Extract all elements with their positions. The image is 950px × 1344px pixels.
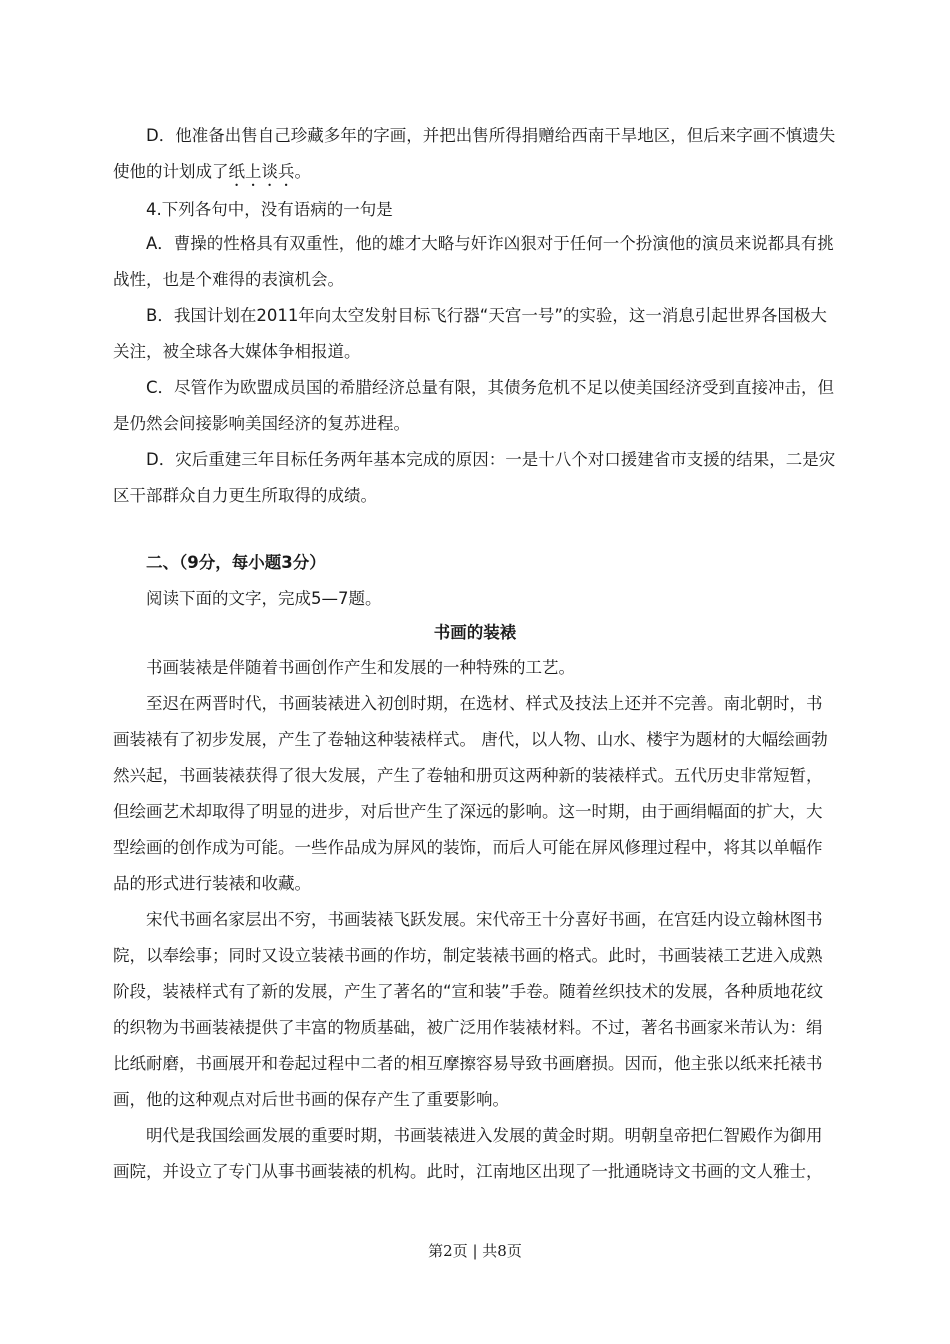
q4-option-b: B．我国计划在2011年向太空发射目标飞行器“天宫一号”的实验，这一消息引起世界各国极大关注，被全球各大媒体争相报道。 [113,306,827,361]
section-2-heading: 二、（9分，每小题3分） [146,553,326,572]
q3-option-d-end: 。 [294,162,311,181]
article-title: 书画的装裱 [433,623,517,642]
q4-option-a: A．曹操的性格具有双重性，他的雄才大略与奸诈凶狠对于任何一个扮演他的演员来说都具有挑战性，也是个难得的表演机会。 [113,234,834,289]
q3-option-d [113,118,837,190]
q3-option-d-emphasis: 纸上谈兵 [228,162,295,181]
article-paragraph-1: 书画装裱是伴随着书画创作产生和发展的一种特殊的工艺。 [146,658,575,677]
section-2-instruction: 阅读下面的文字，完成5—7题。 [146,589,382,608]
q4-option-c: C．尽管作为欧盟成员国的希腊经济总量有限，其债务危机不足以使美国经济受到直接冲击，但是仍然会间接影响美国经济的复苏进程。 [113,378,835,433]
q3-option-d-text: D．他准备出售自己珍藏多年的字画，并把出售所得捐赠给西南干旱地区，但后来字画不慎遗失使他的计划成了 [113,126,836,181]
q4-stem: 4.下列各句中，没有语病的一句是 [146,200,393,219]
article-paragraph-4: 明代是我国绘画发展的重要时期，书画装裱进入发展的黄金时期。明朝皇帝把仁智殿作为御用画院，并设立了专门从事书画装裱的机构。此时，江南地区出现了一批通晓诗文书画的文人雅士， [113,1126,823,1181]
q4-option-d: D．灾后重建三年目标任务两年基本完成的原因：一是十八个对口援建省市支援的结果，二是灾区干部群众自力更生所取得的成绩。 [113,450,836,505]
article-paragraph-3: 宋代书画名家层出不穷，书画装裱飞跃发展。宋代帝王十分喜好书画，在宫廷内设立翰林图书院，以奉绘事；同时又设立装裱书画的作坊，制定装裱书画的格式。此时，书画装裱工艺进入成熟阶段，装裱样式有了新的发展，产生了著名的“宣和装”手卷。随着丝织技术的发展，各种质地花纹的织物为书画装裱提供了丰富的物质基础，被广泛用作装裱材料。不过，著名书画家米芾认为：绢比纸耐磨，书画展开和卷起过程中二者的相互摩擦容易导致书画磨损。因而，他主张以纸来托裱书画，他的这种观点对后世书画的保存产生了重要影响。 [113,910,824,1109]
page-footer: 第2页 | 共8页 [428,1242,522,1260]
article-paragraph-2: 至迟在两晋时代，书画装裱进入初创时期，在选材、样式及技法上还并不完善。南北朝时，书画装裱有了初步发展，产生了卷轴这种装裱样式。 唐代，以人物、山水、楼宇为题材的大幅绘画勃然兴起，书画装裱获得了很大发展，产生了卷轴和册页这两种新的装裱样式。五代历史非常短暂，但绘画艺术却取得了明显的进步，对后世产生了深远的影响。这一时期，由于画绢幅面的扩大，大型绘画的创作成为可能。一些作品成为屏风的装饰，而后人可能在屏风修理过程中，将其以单幅作品的形式进行装裱和收藏。 [113,694,828,893]
